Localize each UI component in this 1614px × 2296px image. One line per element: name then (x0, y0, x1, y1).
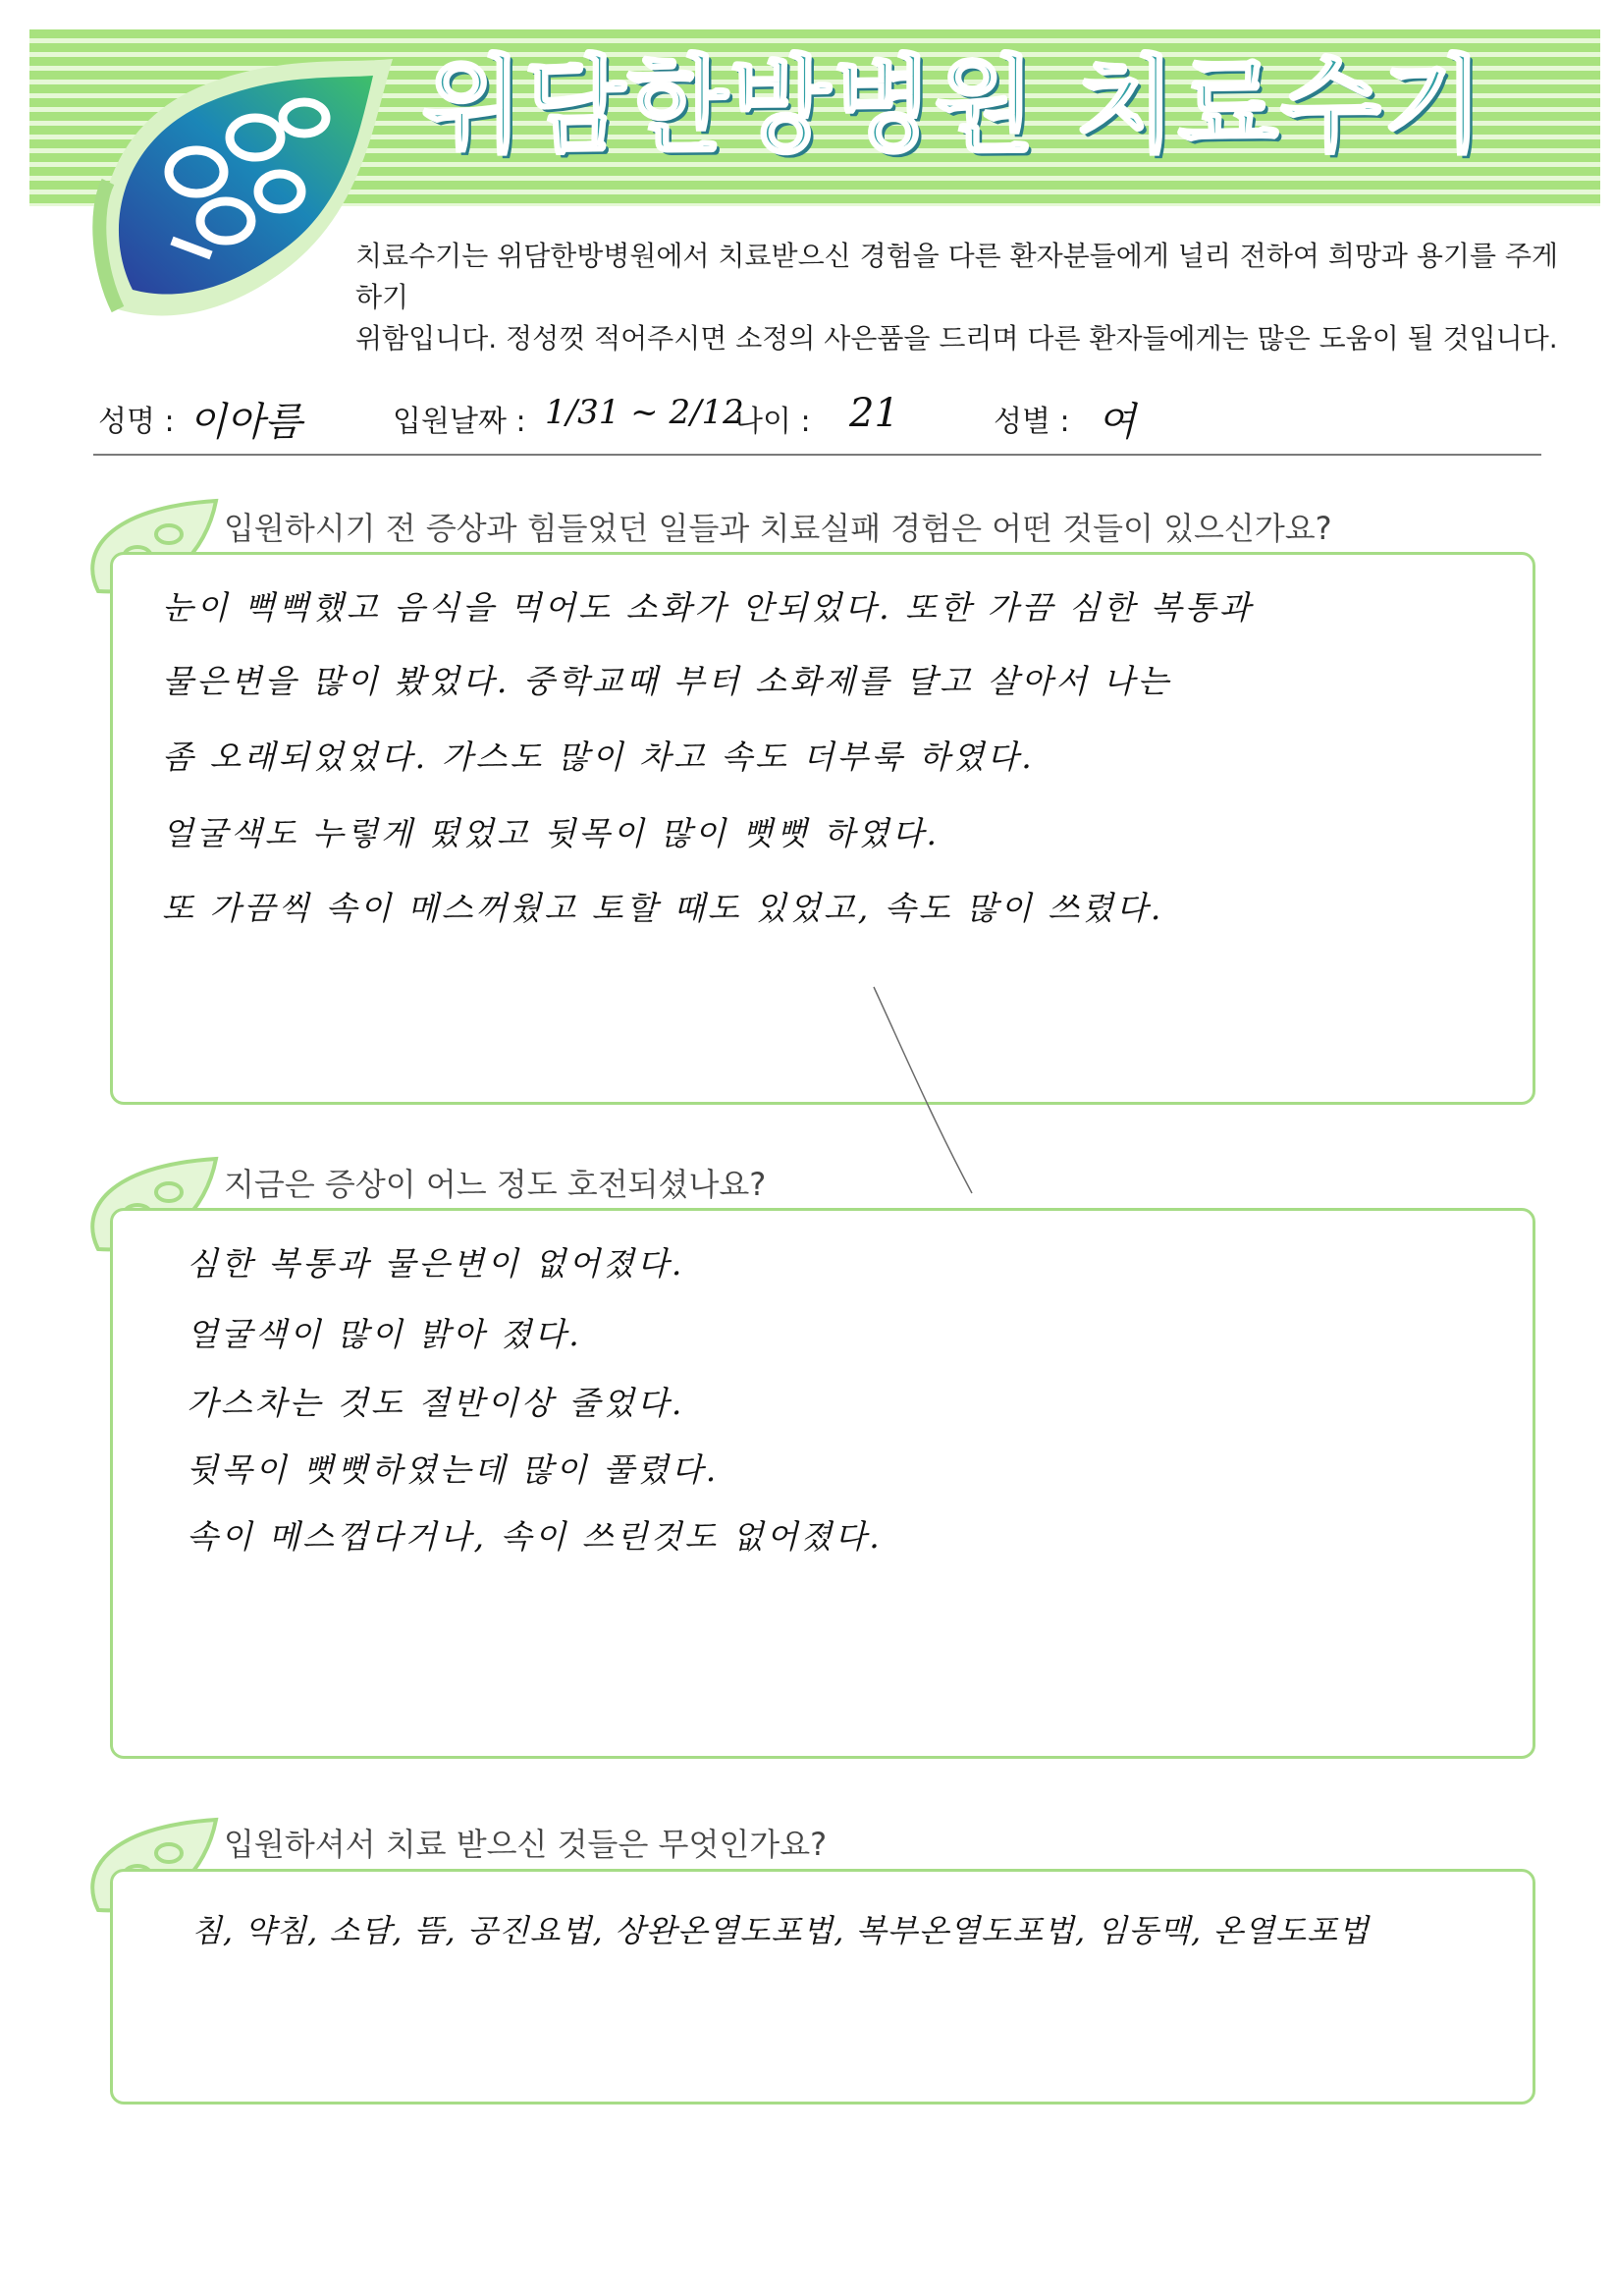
intro-line: 치료수기는 위담한방병원에서 치료받으신 경험을 다른 환자분들에게 널리 전하여 희망과 용기를 주게 하기 (355, 240, 1559, 313)
intro-line: 위함입니다. 정성껏 적어주시면 소정의 사은품을 드리며 다른 환자들에게는 많은 도움이 될 것입니다. (355, 322, 1558, 355)
info-divider (93, 454, 1541, 456)
gender-label: 성별 : (994, 405, 1070, 439)
answer-line: 침, 약침, 소담, 뜸, 공진요법, 상완온열도포법, 복부온열도포법, 임동맥, 온열도포법 (191, 1912, 1370, 1949)
answer-box (110, 1869, 1535, 2105)
intro-text (355, 236, 1563, 359)
section-question: 입원하시기 전 증상과 힘들었던 일들과 치료실패 경험은 어떤 것들이 있으신가요? (224, 510, 1332, 547)
date-value: 1/31 ~ 2/12 (545, 393, 744, 432)
patient-info-row (98, 391, 1541, 450)
answer-line: 물은변을 많이 봤었다. 중학교때 부터 소화제를 달고 살아서 나는 (162, 662, 1172, 700)
answer-line: 눈이 뻑뻑했고 음식을 먹어도 소화가 안되었다. 또한 가끔 심한 복통과 (162, 588, 1254, 627)
page-title: 위담한방병원 치료수기 (422, 45, 1485, 166)
name-label: 성명 : (98, 405, 175, 439)
pen-stroke-mark (864, 982, 982, 1198)
answer-line: 얼굴색도 누렇게 떴었고 뒷목이 많이 뻣뻣 하였다. (162, 814, 940, 852)
answer-line: 좀 오래되었었다. 가스도 많이 차고 속도 더부룩 하였다. (162, 738, 1035, 776)
answer-line: 또 가끔씩 속이 메스꺼웠고 토할 때도 있었고, 속도 많이 쓰렸다. (162, 889, 1164, 927)
age-value: 21 (849, 391, 899, 436)
answer-line: 심한 복통과 물은변이 없어졌다. (187, 1244, 685, 1283)
name-value: 이아름 (188, 400, 302, 445)
date-label: 입원날짜 : (393, 405, 526, 439)
section-question: 입원하셔서 치료 받으신 것들은 무엇인가요? (224, 1826, 828, 1863)
section-question: 지금은 증상이 어느 정도 호전되셨나요? (224, 1166, 767, 1203)
answer-line: 속이 메스껍다거나, 속이 쓰린것도 없어졌다. (187, 1517, 883, 1556)
answer-box (110, 552, 1535, 1105)
gender-value: 여 (1098, 400, 1136, 445)
leaf-logo-icon (79, 44, 403, 329)
answer-line: 얼굴색이 많이 밝아 졌다. (187, 1315, 582, 1353)
answer-line: 뒷목이 뻣뻣하였는데 많이 풀렸다. (187, 1450, 720, 1489)
age-label: 나이 : (734, 405, 811, 439)
answer-line: 가스차는 것도 절반이상 줄었다. (187, 1384, 685, 1422)
answer-box (110, 1208, 1535, 1759)
